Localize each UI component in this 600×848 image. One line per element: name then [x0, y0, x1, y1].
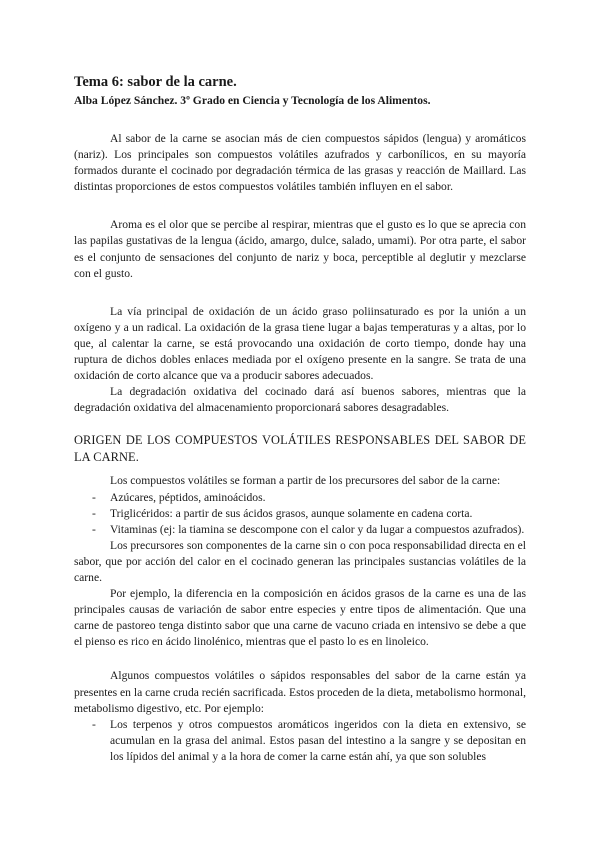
list-dash: - [92, 522, 96, 536]
paragraph-5: Los precursores son componentes de la carne sin o con poca responsabilidad directa en el sabor, que por acción del calor en el cocinado generan las principales sustancias volátiles de la carne. [74, 538, 526, 584]
list-item-text: Vitaminas (ej: la tiamina se descompone con el calor y da lugar a compuestos azufrados). [110, 522, 525, 536]
section-heading: ORIGEN DE LOS COMPUESTOS VOLÁTILES RESPONSABLES DEL SABOR DE LA CARNE. [74, 433, 526, 464]
list-item [74, 717, 526, 765]
list-item [74, 506, 526, 522]
list-dash: - [92, 717, 96, 731]
list-dash: - [92, 506, 96, 520]
section-intro: Los compuestos volátiles se forman a partir de los precursores del sabor de la carne: [110, 474, 501, 488]
precursor-list [74, 490, 526, 538]
paragraph-3: La vía principal de oxidación de un ácido graso poliinsaturado es por la unión a un oxígeno y a un radical. La oxidación de la grasa tiene lugar a bajas temperaturas y a altas, por lo que, al calentar la carne, se está provocando una oxidación de corto tiempo, donde hay una ruptura de dichos dobles enlaces mediada por el oxígeno presente en la sangre. Se trata de una oxidación de corto alcance que va a producir sabores adecuados. [74, 304, 526, 383]
list-item [74, 522, 526, 538]
list-item-text: Azúcares, péptidos, aminoácidos. [110, 490, 266, 504]
list-item-text: Los terpenos y otros compuestos aromáticos ingeridos con la dieta en extensivo, se acumulan en la grasa del animal. Estos pasan del intestino a la sangre y se depositan en los lípidos del animal y a la hora de comer la carne están ahí, ya que son solubles [110, 717, 526, 763]
document-title: Tema 6: sabor de la carne. [74, 74, 237, 90]
list-dash: - [92, 490, 96, 504]
paragraph-2: Aroma es el olor que se percibe al respirar, mientras que el gusto es lo que se aprecia con las papilas gustativas de la lengua (ácido, amargo, dulce, salado, umami). Por otra parte, el sabor es el conjunto de sensaciones del conjunto de nariz y boca, perceptible al deglutir y mezclarse con el gusto. [74, 218, 526, 280]
list-item-text: Triglicéridos: a partir de sus ácidos grasos, aunque solamente en cadena corta. [110, 506, 473, 520]
list-item [74, 490, 526, 506]
paragraph-7: Algunos compuestos volátiles o sápidos responsables del sabor de la carne están ya presentes en la carne cruda recién sacrificada. Estos proceden de la dieta, metabolismo hormonal, metabolismo digestivo, etc. Por ejemplo: [74, 669, 526, 715]
paragraph-6: Por ejemplo, la diferencia en la composición en ácidos grasos de la carne es una de las principales causas de variación de sabor entre especies y entre tipos de alimentación. Que una carne de pastoreo tenga distinto sabor que una carne de vacuno criada en intensivo se debe a que el pienso es rico en ácido linolénico, mientras que el pasto lo es en linoleico. [74, 587, 526, 649]
paragraph-4: La degradación oxidativa del cocinado dará así buenos sabores, mientras que la degradación oxidativa del almacenamiento proporcionará sabores desagradables. [74, 385, 526, 415]
paragraph-1: Al sabor de la carne se asocian más de cien compuestos sápidos (lengua) y aromáticos (nariz). Los principales son compuestos volátiles azufrados y carbonílicos, en su mayoría formados durante el cocinado por degradación térmica de las grasas y reacción de Maillard. Las distintas proporciones de estos compuestos volátiles también influyen en el sabor. [74, 132, 526, 194]
example-list [74, 717, 526, 765]
author-line: Alba López Sánchez. 3º Grado en Ciencia y Tecnología de los Alimentos. [74, 94, 431, 107]
